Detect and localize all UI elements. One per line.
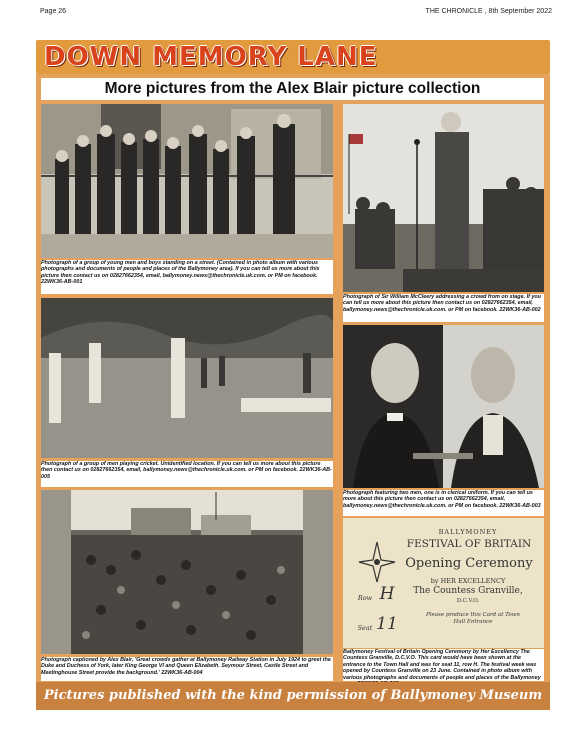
banner-title: DOWN MEMORY LANE — [44, 42, 378, 72]
ticket-line6: D.C.V.O. — [456, 598, 480, 604]
footer-bar — [36, 682, 550, 710]
caption-004: Photograph captioned by Alex Blair, 'Great crowds gather at Ballymoney Railway Station in July 1924 to greet the Duke and Duchess of York, later King George VI and Queen Elizabeth. Seymour Street, Castle Street and Meetinghouse Street provide the background.' 22WK36-AB-004 — [41, 657, 333, 681]
festival-ticket — [343, 518, 544, 648]
caption-003: Photograph featuring two men, one is in clerical uniform. If you can tell us more about this picture then contact us on 02827662354, email, ballymoney.news@thechronicle.uk.com. or PM on facebook. 22WK36-AB-003 — [343, 490, 544, 516]
photo-railway-crowds — [41, 490, 333, 654]
ticket-row-value: H — [379, 584, 395, 604]
photo-speech-stage — [343, 104, 544, 292]
ticket-line5: The Countess Granville, — [413, 586, 523, 596]
ticket-line4: by HER EXCELLENCY — [430, 577, 506, 585]
ticket-line7: Please produce this Card at Town Hall Entrance — [426, 612, 520, 625]
festival-emblem-icon — [357, 540, 397, 584]
caption-001: Photograph of a group of young men and boys standing on a street. (Contained in photo album with various photographs and documents of people and places of the Ballymoney area). If you can tell us more about this picture then contact us on 02827662354, email, ballymoney.news@thechronicle.uk.com. or PM on facebook. 22WK36-AB-001 — [41, 260, 333, 294]
photo-cricket-match — [41, 298, 333, 458]
ticket-line3: Opening Ceremony — [405, 556, 533, 571]
ticket-row-label: Row — [357, 594, 373, 602]
ticket-line1: BALLYMONEY — [438, 528, 498, 536]
section-banner — [36, 40, 550, 74]
ticket-seat-value: 11 — [376, 614, 398, 634]
caption-005: Photograph of a group of men playing cricket. Unidentified location. If you can tell us more about this picture then contact us on 02827662354, email, ballymoney.news@thechronicle.uk.com. or PM on facebook. 22WK36-AB-005 — [41, 461, 333, 487]
issue-date: THE CHRONICLE , 8th September 2022 — [425, 8, 552, 15]
photo-group-street — [41, 104, 333, 258]
caption-002: Photograph of Sir William McCleery addressing a crowd from on stage. If you can tell us more about this picture then contact us on 02827662354, email, ballymoney.news@thechronicle.uk.com. or PM on facebook. 22WK36-AB-002 — [343, 294, 544, 322]
caption-006: Ballymoney Festival of Britain Opening Ceremony by Her Excellency The Countess Granville, D.C.V.O. This card would have been shown at the entrance to the Town Hall and was for seat 11, row H. The festival week was opened by Countess Granville on 23 June. Contained in photo album with various photographs and documents of people and places of the Ballymoney — [343, 649, 544, 681]
ticket-seat-label: Seat — [357, 624, 373, 632]
ticket-line2: FESTIVAL OF BRITAIN — [406, 538, 532, 550]
page-number: Page 26 — [40, 8, 67, 15]
page-subhead: More pictures from the Alex Blair picture collection — [104, 80, 481, 97]
photo-two-men — [343, 325, 544, 488]
footer-credit: Pictures published with the kind permission of Ballymoney Museum — [43, 688, 543, 703]
subhead-box — [41, 78, 544, 100]
